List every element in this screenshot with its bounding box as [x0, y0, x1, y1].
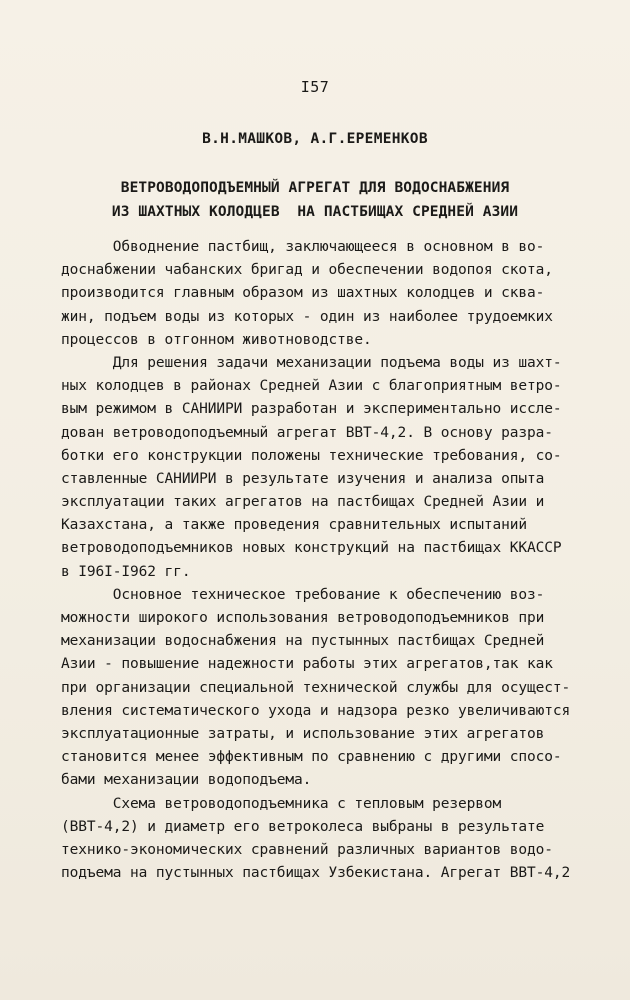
- text-line: механизации водоснабжения на пустынных пастбищах Средней: [61, 633, 545, 650]
- text-line: подъема на пустынных пастбищах Узбекистана. Агрегат ВВТ-4,2: [61, 865, 571, 882]
- text-line: Азии - повышение надежности работы этих агрегатов,так как: [61, 656, 553, 673]
- text-line: Казахстана, а также проведения сравнительных испытаний: [61, 517, 528, 534]
- text-line: можности широкого использования ветроводоподъемников при: [61, 610, 545, 626]
- text-line: ставленные САНИИРИ в результате изучения и анализа опыта: [61, 470, 545, 487]
- text-line: в I96I-I962 гг.: [61, 563, 191, 580]
- text-line: при организации специальной технической службы для осущест-: [61, 679, 571, 696]
- text-line: процессов в отгонном животноводстве.: [61, 331, 372, 348]
- text-line: бами механизации водоподъема.: [61, 772, 312, 789]
- text-line: Основное техническое требование к обеспечению воз-: [61, 586, 545, 603]
- text-line: (ВВТ-4,2) и диаметр его ветроколеса выбраны в результате: [61, 818, 545, 835]
- body-text: [61, 236, 571, 885]
- authors: В.Н.МАШКОВ, А.Г.ЕРЕМЕНКОВ: [202, 131, 428, 147]
- text-line: Для решения задачи механизации подъема воды из шахт-: [61, 354, 562, 371]
- text-line: эксплуатационные затраты, и использование этих агрегатов: [61, 725, 545, 742]
- article-title: [0, 176, 630, 224]
- text-line: ботки его конструкции положены технические требования, со-: [61, 447, 562, 464]
- title-line: ИЗ ШАХТНЫХ КОЛОДЦЕВ НА ПАСТБИЩАХ СРЕДНЕЙ АЗИИ: [111, 204, 519, 220]
- text-line: вления систематического ухода и надзора резко увеличиваются: [61, 702, 571, 719]
- text-line: Обводнение пастбищ, заключающееся в основном в во-: [61, 239, 545, 255]
- text-line: эксплуатации таких агрегатов на пастбищах Средней Азии и: [61, 494, 545, 511]
- text-line: производится главным образом из шахтных колодцев и сква-: [61, 285, 545, 302]
- text-line: дован ветроводоподъемный агрегат ВВТ-4,2. В основу разра-: [61, 424, 553, 441]
- text-line: ных колодцев в районах Средней Азии с благоприятным ветро-: [61, 378, 562, 395]
- text-line: ветроводоподъемников новых конструкций на пастбищах ККАССР: [61, 540, 562, 557]
- title-line: ВЕТРОВОДОПОДЪЕМНЫЙ АГРЕГАТ ДЛЯ ВОДОСНАБЖЕНИЯ: [120, 180, 510, 196]
- text-line: становится менее эффективным по сравнению с другими спосо-: [61, 749, 562, 766]
- text-line: Схема ветроводоподъемника с тепловым резервом: [61, 795, 502, 812]
- text-line: жин, подъем воды из которых - один из наиболее трудоемких: [61, 308, 553, 325]
- page-number: I57: [300, 78, 330, 96]
- text-line: технико-экономических сравнений различных вариантов водо-: [61, 841, 553, 858]
- text-line: вым режимом в САНИИРИ разработан и экспериментально иссле-: [61, 401, 562, 418]
- text-line: доснабжении чабанских бригад и обеспечении водопоя скота,: [61, 262, 553, 279]
